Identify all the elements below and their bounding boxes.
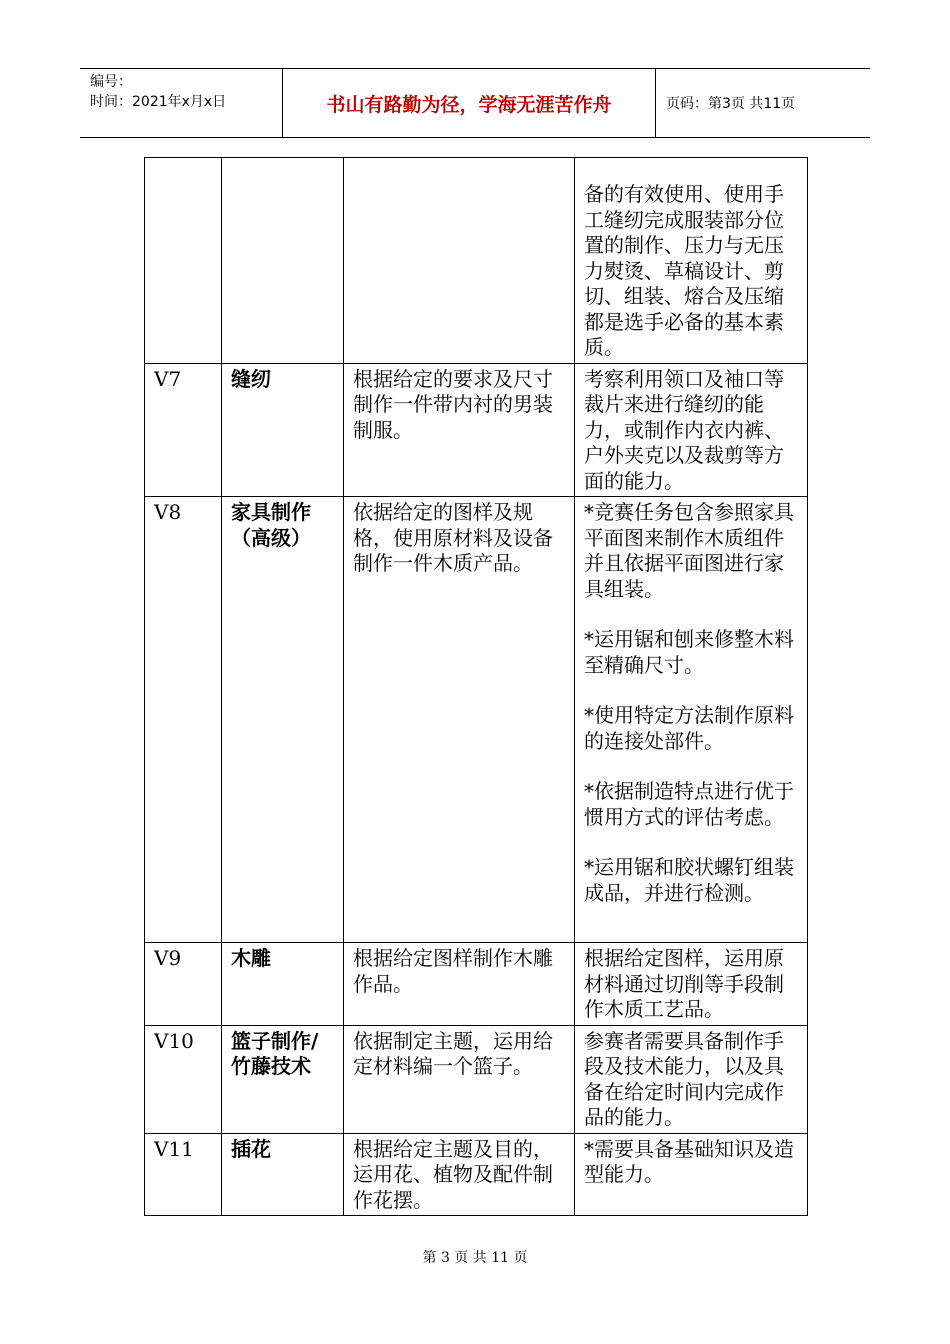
table-row: [145, 158, 808, 364]
skill-description: [575, 158, 808, 364]
description-paragraph: *依据制造特点进行优于惯用方式的评估考虑。: [584, 779, 794, 829]
description-paragraph: *竞赛任务包含参照家具平面图来制作木质组件并且依据平面图进行家具组装。: [584, 500, 794, 601]
skill-task: [344, 158, 575, 364]
document-date: 时间：2021年x月x日: [90, 94, 227, 110]
page-header: [80, 68, 870, 138]
skill-task: 根据给定的要求及尺寸制作一件带内衬的男装制服。: [344, 363, 575, 497]
skills-table: [144, 157, 808, 1216]
skill-name: [222, 158, 344, 364]
skill-name: 家具制作（高级）: [222, 497, 344, 943]
description-paragraph: 考察利用领口及袖口等裁片来进行缝纫的能力，或制作内衣内裤、户外夹克以及裁剪等方面的能力。: [584, 366, 784, 493]
skill-task: 依据给定的图样及规格，使用原材料及设备制作一件木质产品。: [344, 497, 575, 943]
document-number-label: 编号：: [90, 74, 132, 90]
description-paragraph: 参赛者需要具备制作手段及技术能力，以及具备在给定时间内完成作品的能力。: [584, 1028, 784, 1129]
description-paragraph: 根据给定图样，运用原材料通过切削等手段制作木质工艺品。: [584, 946, 784, 1021]
table-row: [145, 497, 808, 943]
header-page-info: 页码：第3页 共11页: [666, 96, 796, 112]
description-paragraph: *需要具备基础知识及造型能力。: [584, 1136, 794, 1186]
skill-name: 篮子制作/竹藤技术: [222, 1025, 344, 1133]
page-footer: 第 3 页 共 11 页: [422, 1250, 528, 1266]
skill-description: [575, 497, 808, 943]
skill-code: V10: [145, 1025, 222, 1133]
skill-name: 缝纫: [222, 363, 344, 497]
table-row: [145, 1133, 808, 1216]
skill-description: [575, 1133, 808, 1216]
description-paragraph: *使用特定方法制作原料的连接处部件。: [584, 703, 794, 753]
skill-name: 插花: [222, 1133, 344, 1216]
skill-code: V7: [145, 363, 222, 497]
skill-code: V9: [145, 943, 222, 1026]
header-motto: 书山有路勤为径，学海无涯苦作舟: [282, 69, 656, 137]
description-paragraph: *运用锯和刨来修整木料至精确尺寸。: [584, 627, 794, 677]
skill-task: 依据制定主题，运用给定材料编一个篮子。: [344, 1025, 575, 1133]
table-row: [145, 1025, 808, 1133]
skill-task: 根据给定图样制作木雕作品。: [344, 943, 575, 1026]
table-row: [145, 943, 808, 1026]
header-meta: [80, 69, 282, 137]
skills-table-body: [145, 158, 808, 1216]
skill-description: [575, 943, 808, 1026]
table-row: [145, 363, 808, 497]
skill-code: V8: [145, 497, 222, 943]
description-paragraph: *运用锯和胶状螺钉组装成品，并进行检测。: [584, 855, 794, 905]
skill-description: [575, 363, 808, 497]
description-paragraph: 备的有效使用、使用手工缝纫完成服装部分位置的制作、压力与无压力熨烫、草稿设计、剪切、组装、熔合及压缩都是选手必备的基本素质。: [584, 182, 784, 359]
skill-task: 根据给定主题及目的，运用花、植物及配件制作花摆。: [344, 1133, 575, 1216]
skill-code: [145, 158, 222, 364]
skill-name: 木雕: [222, 943, 344, 1026]
skill-description: [575, 1025, 808, 1133]
skill-code: V11: [145, 1133, 222, 1216]
